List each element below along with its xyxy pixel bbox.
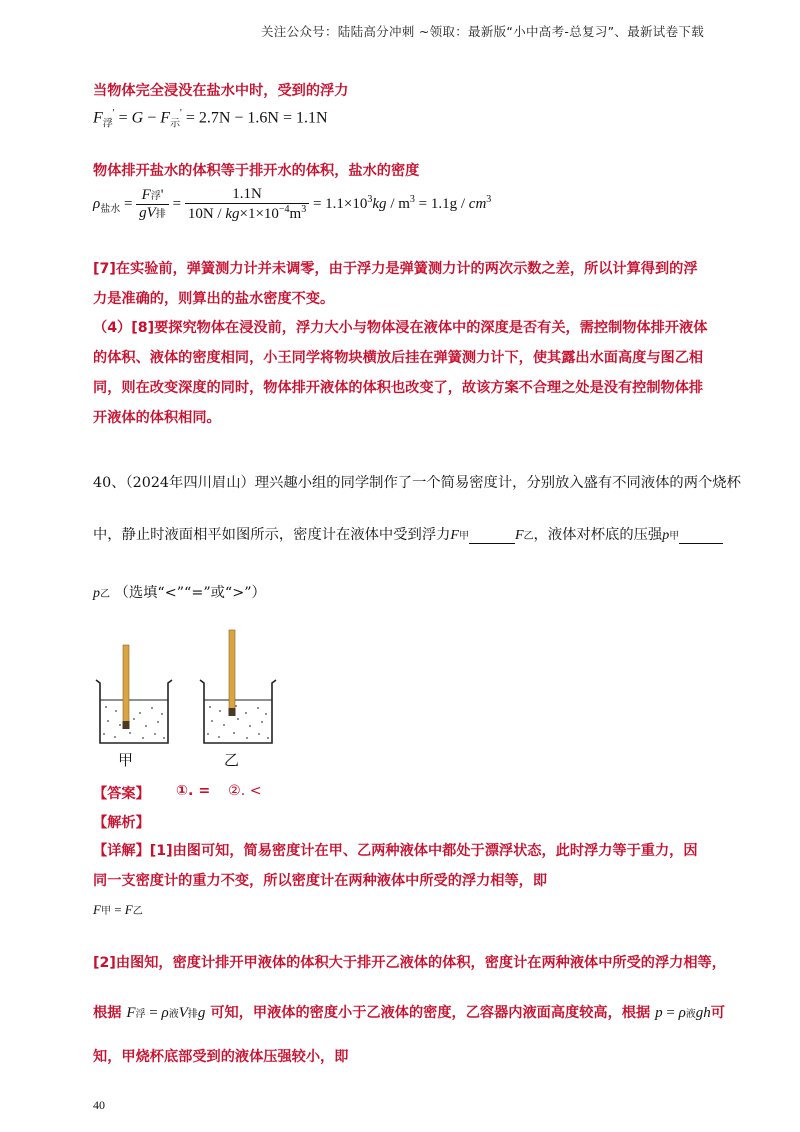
archimedes-formula: F浮 = ρ液V排g: [126, 1005, 206, 1021]
beaker-jia: [96, 645, 172, 743]
answer-2: ②. <: [228, 783, 262, 799]
detail-4-paragraph: 知，甲烧杯底部受到的液体压强较小，即: [93, 1049, 349, 1065]
pressure-formula: p = ρ液gh: [655, 1005, 711, 1021]
equation-f-equal: F甲 = F乙: [93, 902, 143, 917]
p-jia: p甲: [662, 528, 680, 543]
question-options: （选填“<”“=”或“>”）: [114, 585, 266, 601]
question-40-line3: [93, 582, 266, 602]
detail-2-paragraph: [2]由图知，密度计排开甲液体的体积大于排开乙液体的体积，密度计在两种液体中所受的浮力相等，: [93, 955, 726, 971]
question-text: 中，静止时液面相平如图所示，密度计在液体中受到浮力: [93, 527, 451, 543]
analysis-label: 【解析】: [93, 815, 150, 831]
salt-water-buoyancy-line: 当物体完全浸没在盐水中时，受到的浮力: [93, 83, 349, 99]
blank-1[interactable]: [469, 529, 515, 544]
detail-1-text: [1]由图可知，简易密度计在甲、乙两种液体中都处于漂浮状态，此时浮力等于重力，因同一支密度计的重力不变，所以密度计在两种液体中所受的浮力相等，即: [93, 843, 698, 889]
detail-label: 【详解】: [93, 843, 150, 859]
f-yi: F乙: [514, 528, 534, 543]
density-formula: $\rho_{盐水}$ = $\frac{\text{F浮'}}{\text{gV排}}$ = $\frac{1.1N}{10N / kg\times 1\times 10^{-4}m^3}$ = $1.1\times 10^3kg / m^3 = 1.1g / cm^3$: [93, 186, 492, 222]
beaker-jia-label: 甲: [118, 751, 134, 769]
question-40-line2: [93, 524, 723, 544]
answer-8-paragraph: （4）[8]要探究物体在浸没前，浮力大小与物体浸在液体中的深度是否有关，需控制物体排开液体的体积、液体的密度相同，小王同学将物块横放后挂在弹簧测力计下，使其露出水面高度与图乙相同，则在改变深度的同时，物体排开液体的体积也改变了，故该方案不合理之处是没有控制物体排开液体的体积相同。: [93, 320, 708, 426]
f-jia: F甲: [450, 528, 469, 543]
page-header: 关注公众号：陆陆高分冲刺 ~领取：最新版“小中高考-总复习”、最新试卷下载: [260, 24, 704, 39]
blank-2[interactable]: [679, 529, 723, 544]
question-text: ，液体对杯底的压强: [533, 527, 663, 543]
detail-3-a: 根据: [93, 1005, 122, 1021]
beaker-yi: [200, 630, 276, 743]
beaker-yi-label: 乙: [224, 751, 240, 769]
detail-3-b: 可知，甲液体的密度小于乙液体的密度，乙容器内液面高度较高，根据: [210, 1005, 651, 1021]
answer-7-paragraph: [7]在实验前，弹簧测力计并未调零，由于浮力是弹簧测力计的两次示数之差，所以计算得到的浮力是准确的，则算出的盐水密度不变。: [93, 261, 698, 307]
answer-1: ①. =: [176, 783, 211, 799]
detail-3-paragraph: [93, 1002, 725, 1022]
page-number: 40: [93, 1098, 105, 1112]
density-intro-line: 物体排开盐水的体积等于排开水的体积，盐水的密度: [93, 163, 420, 179]
detail-1-paragraph: [93, 836, 711, 896]
buoyancy-formula: $F_浮' = G - F_示' = 2.7N - 1.6N = 1.1N$: [93, 108, 328, 130]
question-40-line1: 40、（2024年四川眉山）理兴趣小组的同学制作了一个简易密度计，分别放入盛有不同液体的两个烧杯: [93, 475, 741, 491]
p-yi: p乙: [93, 586, 110, 601]
detail-3-c: 可: [710, 1005, 725, 1021]
answer-label: 【答案】: [93, 786, 150, 802]
